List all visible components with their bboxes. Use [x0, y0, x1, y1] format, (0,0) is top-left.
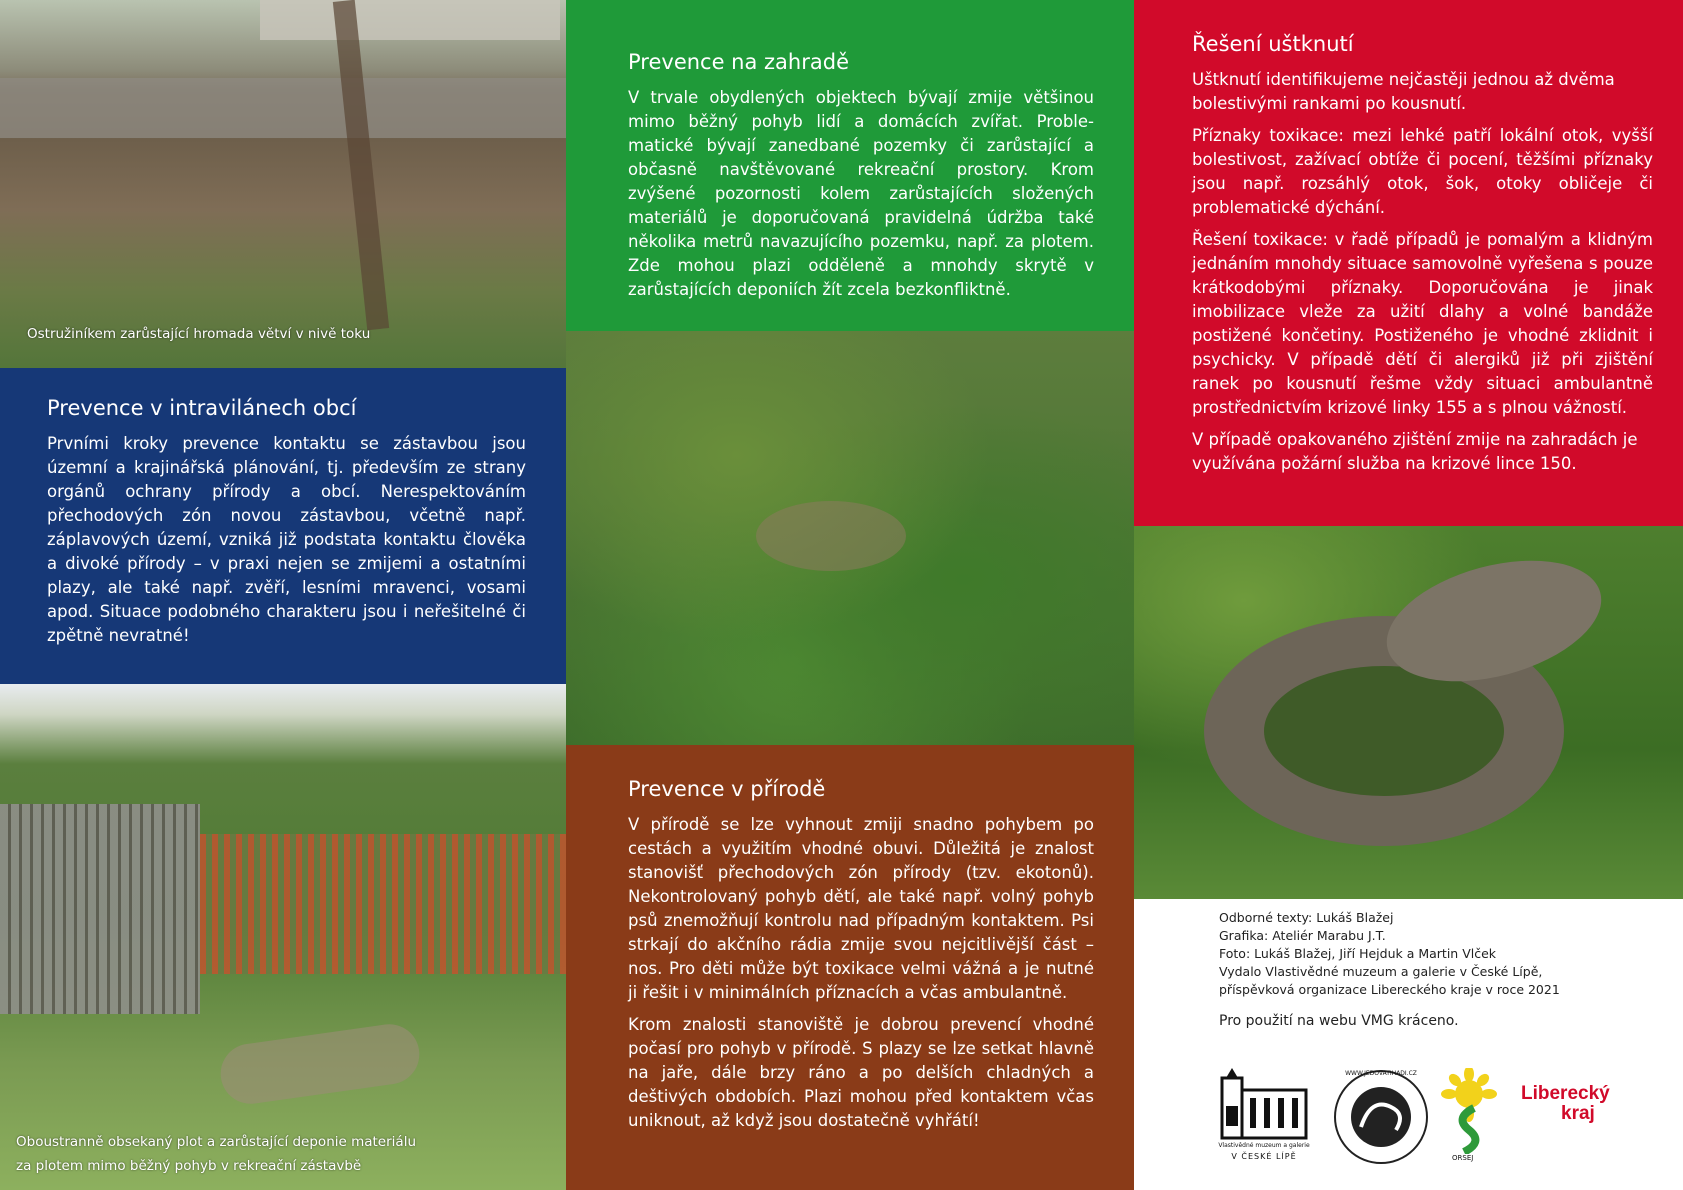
orsej-flower-icon: [1424, 1068, 1514, 1154]
web-note: Pro použití na webu VMG kráceno.: [1219, 1013, 1459, 1029]
photo-wood-pile: [217, 1020, 423, 1107]
photo-branch-pile: [0, 0, 566, 368]
photo-grey-fence: [0, 804, 200, 1014]
section-text: V přírodě se lze vyhnout zmiji snadno pohybem po cestách a využitím vhodné obuvi. Důležitá je znalost stanovišť přechodových zón přírody (tzv. ekotonů). Nekontrolovaný pohyb dětí, ale také např. volný pohyb psů znemožňují kontrolu nad případným kontaktem. Psi strkají do akčního rádia zmije svou nejcitlivější část – nos. Pro děti může být toxikace velmi vážná a je nutné ji řešit i v minimálních příznacích a včas ambulantně.: [628, 815, 1094, 1002]
photo-coiled-viper: [1134, 526, 1683, 899]
photo-fence: [0, 684, 566, 1190]
section-text: Příznaky toxikace: mezi lehké patří lokální otok, vyšší bolestivost, zažívací obtíže či pocení, těžšími příznaky jsou např. rozsáhlý otok, šok, otoky obličeje či problematické dýchání.: [1192, 126, 1653, 217]
credit-graphics: Grafika: Ateliér Marabu J.T.: [1219, 928, 1386, 943]
photo-caption: Ostružiníkem zarůstající hromada větví v nivě toku: [27, 326, 371, 342]
photo-hidden-viper: [756, 501, 906, 571]
section-title: Řešení uštknutí: [1192, 32, 1354, 56]
museum-building-icon: [1216, 1066, 1312, 1142]
liberecky-line1: Liberecký: [1521, 1083, 1610, 1104]
museum-city: V ČESKÉ LÍPĚ: [1231, 1152, 1297, 1161]
jedovati-url: WWW.JEDOVATIHADI.CZ: [1345, 1070, 1417, 1077]
section-title: Prevence v přírodě: [628, 777, 826, 801]
orsej-logo: [1424, 1068, 1514, 1168]
photo-caption-line: Oboustranně obsekaný plot a zarůstající deponie materiálu: [16, 1134, 416, 1150]
section-title: Prevence na zahradě: [628, 50, 849, 74]
photo-red-fence: [200, 834, 566, 974]
photo-stone-wall: [0, 78, 566, 138]
photo-house: [260, 0, 560, 40]
liberecky-line2: kraj: [1561, 1103, 1595, 1124]
credit-photo: Foto: Lukáš Blažej, Jiří Hejduk a Martin Vlček: [1219, 946, 1497, 961]
section-title: Prevence v intravilánech obcí: [47, 396, 357, 420]
photo-tree-trunk: [333, 0, 389, 330]
credit-publisher: Vydalo Vlastivědné muzeum a galerie v České Lípě,: [1219, 964, 1543, 979]
orsej-label: ORSEJ: [1452, 1154, 1474, 1162]
photo-caption: [16, 1130, 416, 1178]
section-text: Uštknutí identifikujeme nejčastěji jednou až dvěma bolestivými rankami po kousnutí.: [1192, 70, 1615, 113]
credit-publisher-org: příspěvková organizace Libereckého kraje v roce 2021: [1219, 982, 1560, 997]
credit-texts: Odborné texty: Lukáš Blažej: [1219, 910, 1394, 925]
section-prevence-zahrada: [566, 0, 1134, 331]
section-prevence-priroda: [566, 745, 1134, 1190]
snake-icon: [1336, 1072, 1426, 1162]
section-text: Řešení toxikace: v řadě případů je pomalým a klidným jednáním mnohdy situace samovolně vyřešena s pouze krátkodobými příznaky. Doporučována je jinak imobilizace vleže za užití dlahy a volné bandáže postižené končetiny. Postiženého je vhodné zklidnit i psychicky. V případě dětí či alergiků již při zjištění ranek po kousnutí řešme vždy situaci ambulantně prostřednictvím krizové linky 155 a s plnou vážností.: [1192, 230, 1653, 417]
section-text: V trvale obydlených objektech bývají zmije většinou mimo běžný pohyb lidí a domácích zvířat. Problematické bývají zanedbané pozemky či zarůstající a občasně navštěvované rekreační prostory. Krom zvýšené pozornosti kolem zarůstajících složených materiálů je doporučovaná pravidelná údržba také několika metrů navazujícího pozemku, např. za plotem. Zde mohou plazi odděleně a mnohdy skrytě v zarůstajících deponiích žít zcela bezkonfliktně.: [628, 88, 1094, 299]
photo-caption-line: za plotem mimo běžný pohyb v rekreační zástavbě: [16, 1158, 362, 1174]
section-text: Krom znalosti stanoviště je dobrou prevencí vhodné počasí pro pohyb v přírodě. S plazy se lze setkat hlavně na jaře, dále brzy ráno a po delších chladných a deštivých obdobích. Plazi mohou před kontaktem včas uniknout, až když jsou dostatečně vyhřátí!: [628, 1015, 1094, 1130]
liberecky-kraj-logo: [1509, 1084, 1619, 1144]
section-text: Prvními kroky prevence kontaktu se zástavbou jsou územní a krajinářská plánování, tj. především ze strany orgánů ochrany přírody a obcí. Nerespektováním přechodových zón novou zástavbou, včetně např. záplavových území, vzniká již podstata kontaktu člověka a divoké přírody – v praxi nejen se zmijemi a ostatními plazy, ale také např. zvěří, lesními mravenci, vosami apod. Situace podobného charakteru jsou i neřešitelné či zpětně nevratné!: [47, 434, 526, 645]
museum-logo: [1216, 1066, 1312, 1170]
section-prevence-intravilan: [0, 368, 566, 684]
section-reseni-ustknuti: [1134, 0, 1683, 526]
photo-viper-in-grass: [566, 331, 1134, 745]
museum-name: Vlastivědné muzeum a galerie: [1218, 1142, 1310, 1149]
logo-strip: [1134, 1062, 1683, 1182]
jedovati-hadi-logo: [1334, 1070, 1428, 1164]
section-text: V případě opakovaného zjištění zmije na zahradách je využívána požární služba na krizové lince 150.: [1192, 430, 1638, 473]
photo-viper-coil-inner: [1264, 666, 1504, 796]
